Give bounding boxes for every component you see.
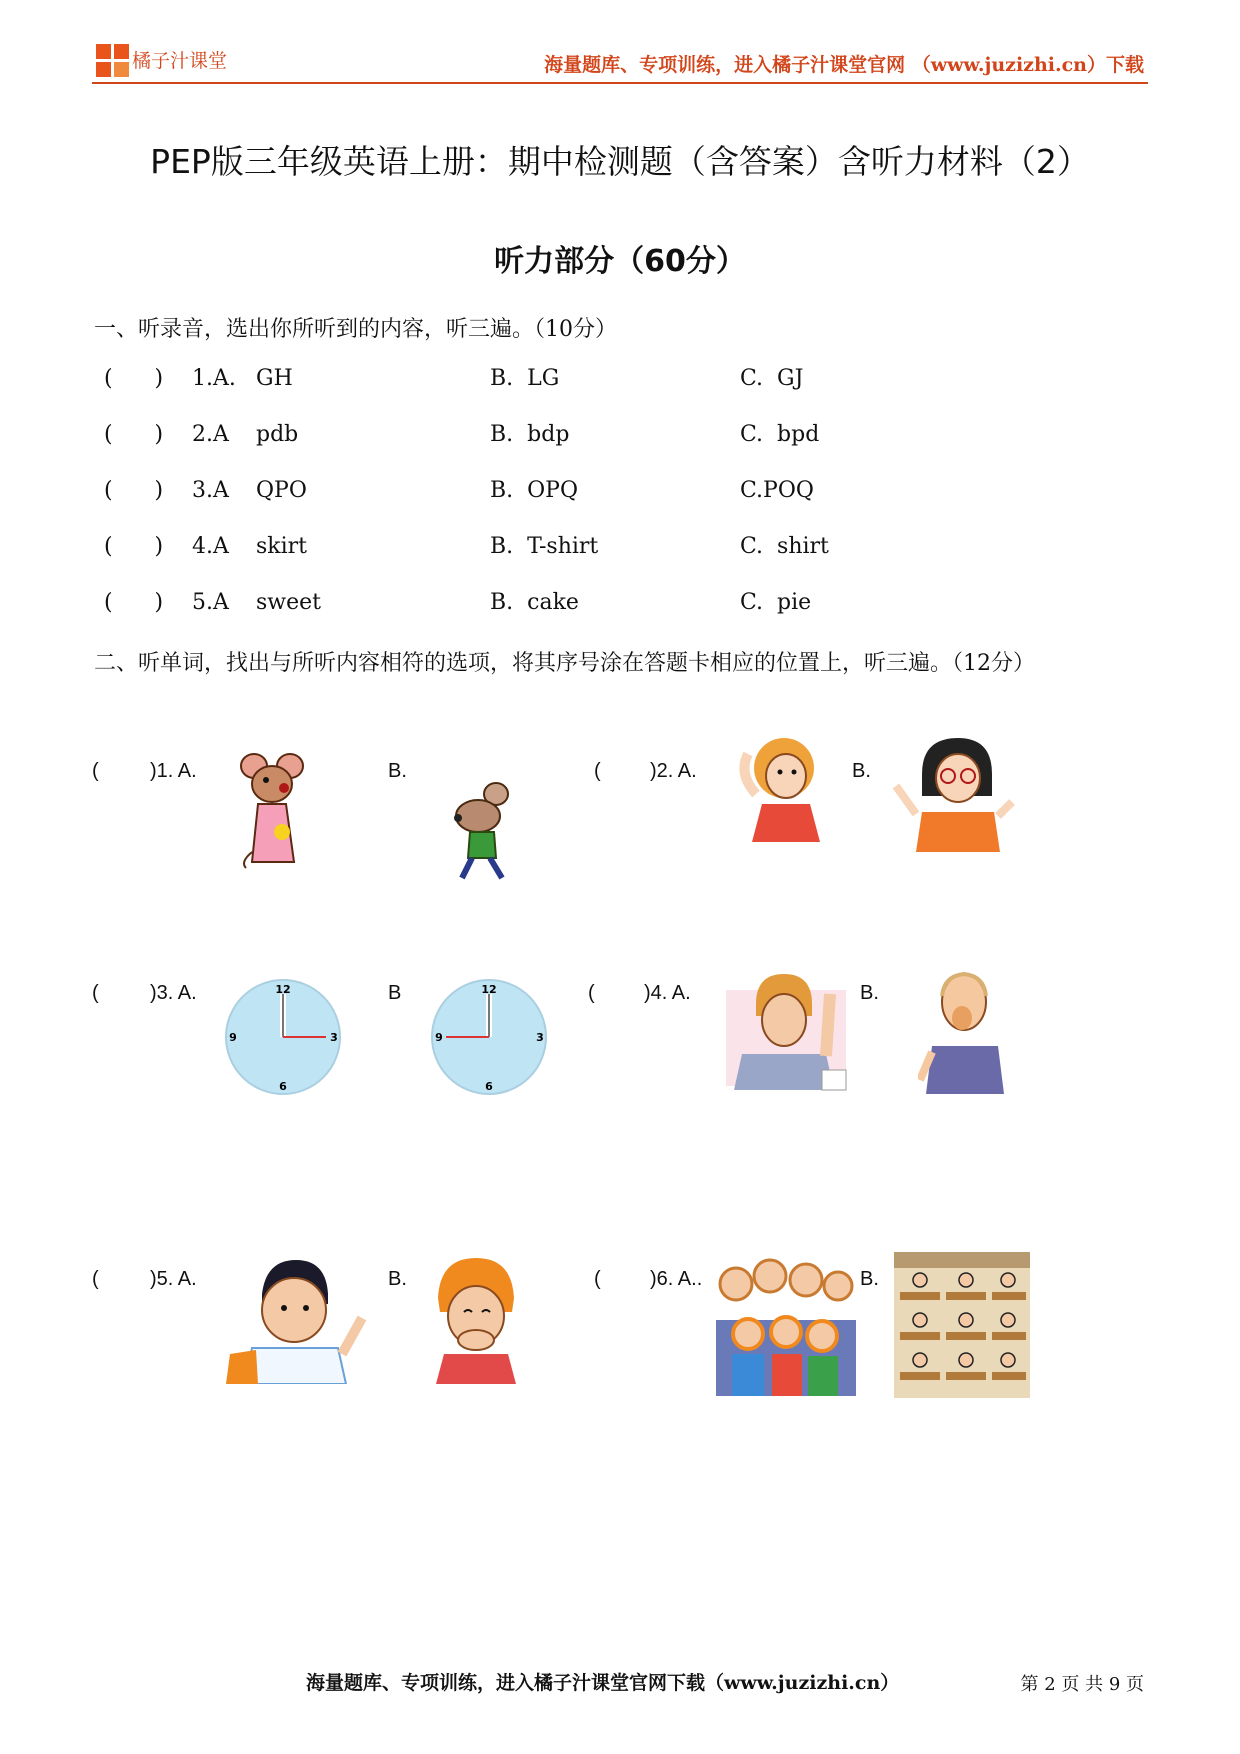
item-paren: ( <box>92 1268 99 1290</box>
option-b-label: B. <box>860 982 879 1004</box>
option-b: B. OPQ <box>490 478 579 503</box>
option-a: QPO <box>256 478 307 503</box>
item-label: )2. A. <box>650 760 697 782</box>
answer-blank: ( ) <box>104 534 164 559</box>
option-a: GH <box>256 366 293 391</box>
boy-hands-mouth-picture <box>432 1254 518 1384</box>
woman-glasses-picture <box>892 734 1022 852</box>
clock-label-12: 12 <box>481 983 497 996</box>
item-label: )1. A. <box>150 760 197 782</box>
clock-label-9: 9 <box>229 1031 237 1044</box>
item-paren: ( <box>588 982 595 1004</box>
boy-waving-picture <box>222 1254 374 1384</box>
answer-blank: ( ) <box>104 590 164 615</box>
old-man-picture <box>918 966 1006 1096</box>
question-number: 4.A <box>192 534 229 559</box>
question-number: 5.A <box>192 590 229 615</box>
girl-waving-picture <box>728 734 836 842</box>
option-a: skirt <box>256 534 308 559</box>
clock-nine-oclock-picture <box>430 978 548 1096</box>
option-b: B. LG <box>490 366 560 391</box>
man-waving-picture <box>726 970 850 1092</box>
option-c: C. GJ <box>740 366 804 391</box>
option-b-label: B. <box>388 760 407 782</box>
option-c: C. pie <box>740 590 812 615</box>
clock-label-6: 6 <box>485 1080 493 1093</box>
option-b: B. bdp <box>490 422 570 447</box>
document-title: PEP版三年级英语上册：期中检测题（含答案）含听力材料（2） <box>150 142 1090 181</box>
clock-label-3: 3 <box>330 1031 338 1044</box>
option-c: C.POQ <box>740 478 814 503</box>
item-label: )3. A. <box>150 982 197 1004</box>
item-label: )5. A. <box>150 1268 197 1290</box>
item-paren: ( <box>594 760 601 782</box>
item-paren: ( <box>92 760 99 782</box>
header-slogan: 海量题库、专项训练，进入橘子汁课堂官网 （www.juzizhi.cn）下载 <box>544 54 1144 76</box>
option-b-label: B <box>388 982 402 1004</box>
clock-label-6: 6 <box>279 1080 287 1093</box>
option-b-label: B. <box>852 760 871 782</box>
answer-blank: ( ) <box>104 366 164 391</box>
section-title: 听力部分（60分） <box>494 244 746 279</box>
question-number: 1.A. <box>192 366 236 391</box>
logo-text: 橘子汁课堂 <box>132 50 228 72</box>
logo-icon <box>96 44 130 78</box>
mouse-girl-picture <box>236 752 312 870</box>
classroom-picture <box>894 1252 1030 1398</box>
crowd-waving-picture <box>716 1250 856 1396</box>
answer-blank: ( ) <box>104 422 164 447</box>
clock-label-9: 9 <box>435 1031 443 1044</box>
header-divider <box>92 82 1148 84</box>
question-number: 3.A <box>192 478 229 503</box>
mouse-boy-picture <box>444 782 520 882</box>
clock-label-3: 3 <box>536 1031 544 1044</box>
item-label: )6. A.. <box>650 1268 703 1290</box>
option-a: sweet <box>256 590 322 615</box>
option-a: pdb <box>256 422 299 447</box>
clock-three-oclock-picture <box>224 978 342 1096</box>
item-label: )4. A. <box>644 982 691 1004</box>
part2-heading: 二、听单词，找出与所听内容相符的选项，将其序号涂在答题卡相应的位置上，听三遍。（12分） <box>94 651 1035 676</box>
option-b-label: B. <box>860 1268 879 1290</box>
option-c: C. bpd <box>740 422 820 447</box>
option-b-label: B. <box>388 1268 407 1290</box>
page-number: 第 2 页 共 9 页 <box>1020 1674 1144 1695</box>
question-number: 2.A <box>192 422 229 447</box>
answer-blank: ( ) <box>104 478 164 503</box>
item-paren: ( <box>594 1268 601 1290</box>
option-b: B. cake <box>490 590 579 615</box>
item-paren: ( <box>92 982 99 1004</box>
part1-heading: 一、听录音，选出你所听到的内容，听三遍。（10分） <box>94 317 617 342</box>
option-c: C. shirt <box>740 534 829 559</box>
clock-label-12: 12 <box>275 983 291 996</box>
footer-text: 海量题库、专项训练，进入橘子汁课堂官网下载（www.juzizhi.cn） <box>306 1672 900 1694</box>
option-b: B. T-shirt <box>490 534 599 559</box>
